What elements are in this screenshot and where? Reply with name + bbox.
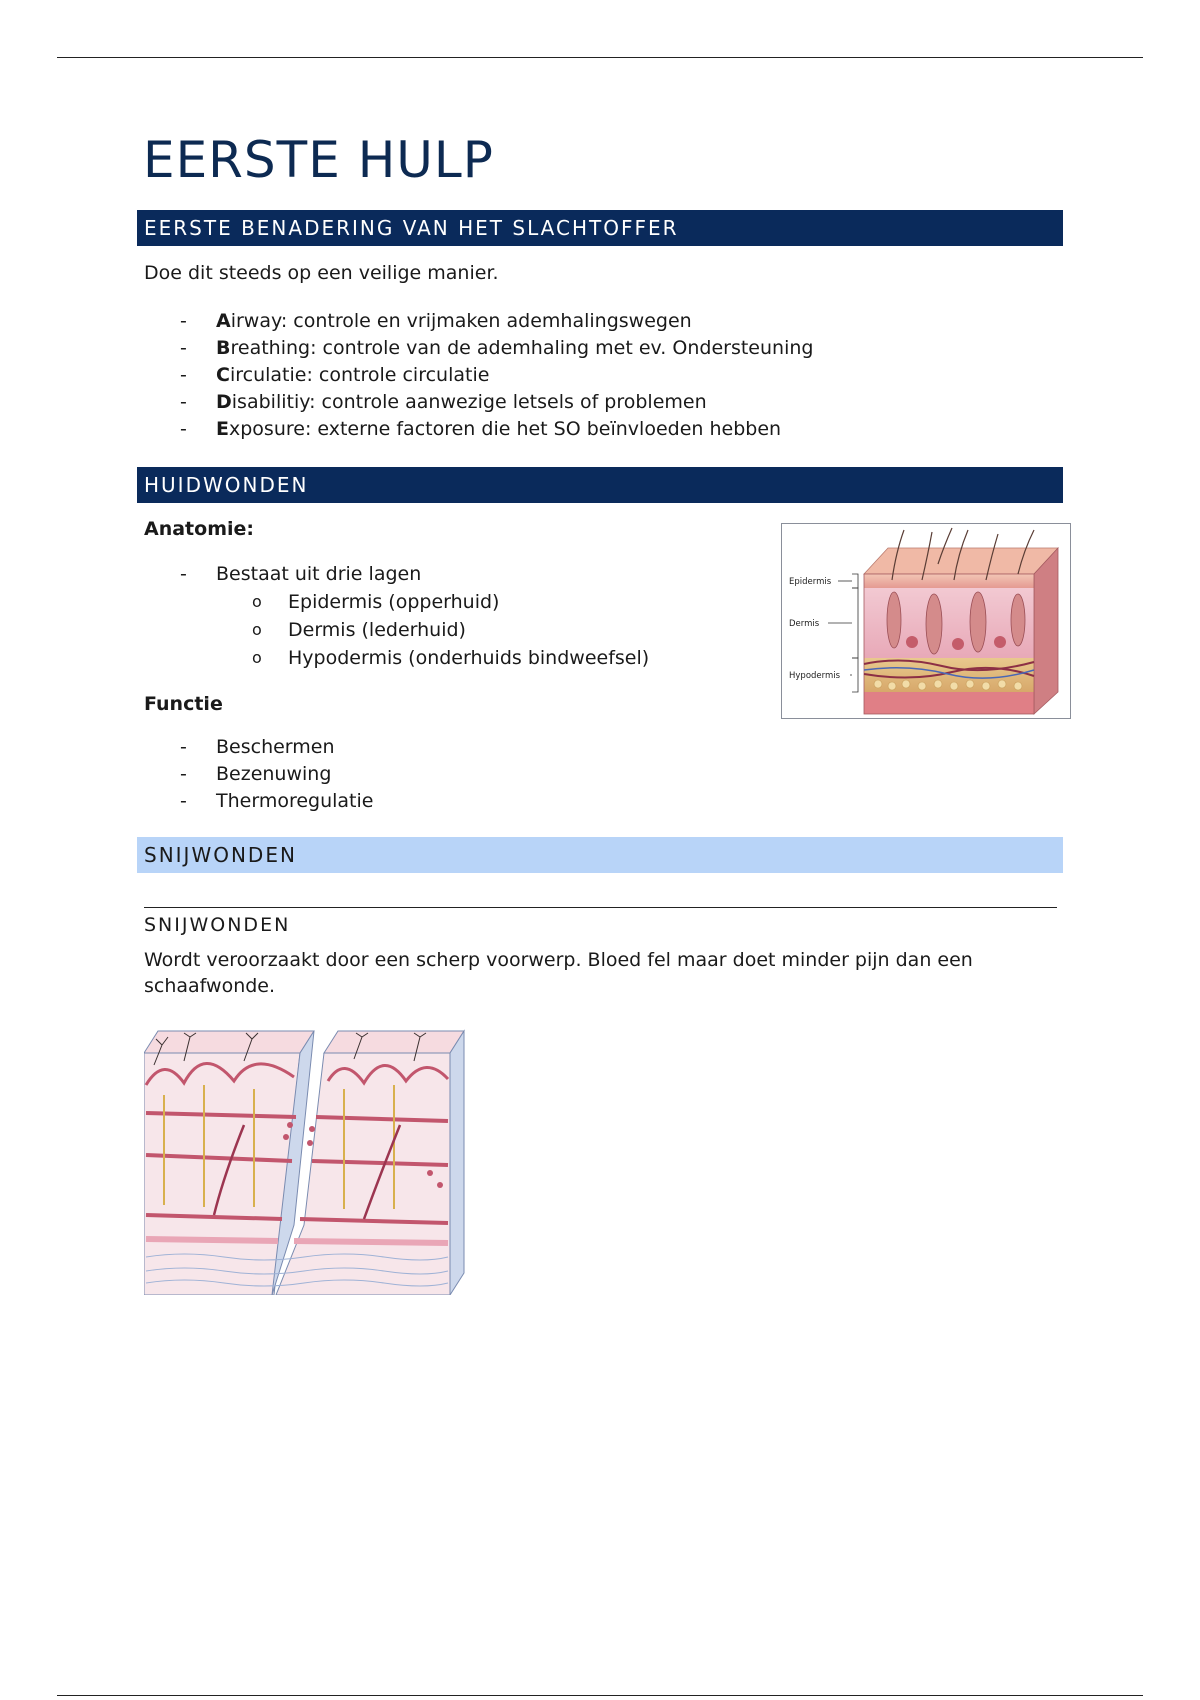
- dash-bullet: -: [180, 310, 187, 332]
- circle-bullet: o: [252, 648, 262, 667]
- circle-bullet: o: [252, 620, 262, 639]
- item-initial: A: [216, 310, 231, 332]
- dash-bullet: -: [180, 736, 187, 758]
- item-text: Epidermis (opperhuid): [288, 591, 500, 613]
- abcde-list: [137, 308, 1063, 443]
- list-item-epidermis: [137, 588, 1063, 616]
- item-text: Dermis (lederhuid): [288, 619, 466, 641]
- dash-bullet: -: [180, 364, 187, 386]
- subheading-snijwonden: SNIJWONDEN: [144, 914, 291, 936]
- item-initial: D: [216, 391, 232, 413]
- list-item-hypodermis: [137, 644, 1063, 672]
- functie-list: [137, 734, 1063, 815]
- heading-eerste-benadering: EERSTE BENADERING VAN HET SLACHTOFFER: [137, 210, 1063, 246]
- list-item-drie-lagen: [137, 561, 1063, 588]
- item-text: Bestaat uit drie lagen: [216, 563, 422, 585]
- list-item-dermis: [137, 616, 1063, 644]
- list-item-beschermen: [137, 734, 1063, 761]
- label-hypodermis: Hypodermis: [789, 671, 841, 681]
- list-item-breathing: [137, 335, 1063, 362]
- functie-label: Functie: [144, 693, 223, 715]
- item-text: reathing: controle van de ademhaling met ev. Ondersteuning: [230, 337, 814, 359]
- dash-bullet: -: [180, 337, 187, 359]
- item-text: irway: controle en vrijmaken ademhalingswegen: [230, 310, 692, 332]
- dash-bullet: -: [180, 418, 187, 440]
- list-item-airway: [137, 308, 1063, 335]
- anatomie-list: [137, 561, 1063, 588]
- item-text: isabilitiy: controle aanwezige letsels of problemen: [231, 391, 707, 413]
- list-item-exposure: [137, 416, 1063, 443]
- item-text: irculatie: controle circulatie: [229, 364, 490, 386]
- item-text: Bezenuwing: [216, 763, 332, 785]
- list-item-disability: [137, 389, 1063, 416]
- item-text: Hypodermis (onderhuids bindweefsel): [288, 647, 650, 669]
- huidwonden-body: [137, 515, 1063, 815]
- circle-bullet: o: [252, 592, 262, 611]
- footer-rule: [57, 1695, 1143, 1696]
- anatomie-label: Anatomie:: [144, 518, 254, 540]
- subsection-rule: [144, 907, 1057, 908]
- snijwonden-text: Wordt veroorzaakt door een scherp voorwerp. Bloed fel maar doet minder pijn dan een schaafwonde.: [144, 949, 973, 997]
- dash-bullet: -: [180, 790, 187, 812]
- label-dermis: Dermis: [789, 619, 820, 629]
- cut-wound-diagram: [144, 1025, 468, 1295]
- dash-bullet: -: [180, 391, 187, 413]
- list-item-thermoregulatie: [137, 788, 1063, 815]
- dash-bullet: -: [180, 563, 187, 585]
- heading-huidwonden: HUIDWONDEN: [137, 467, 1063, 503]
- header-rule: [57, 57, 1143, 58]
- item-text: xposure: externe factoren die het SO beïnvloeden hebben: [228, 418, 782, 440]
- label-epidermis: Epidermis: [789, 577, 832, 587]
- page-content: [137, 130, 1063, 1295]
- item-initial: E: [216, 418, 229, 440]
- intro-text: Doe dit steeds op een veilige manier.: [144, 262, 499, 284]
- cut-wound-illustration: [144, 1025, 468, 1295]
- item-text: Thermoregulatie: [216, 790, 374, 812]
- dash-bullet: -: [180, 763, 187, 785]
- item-initial: C: [216, 364, 230, 386]
- list-item-bezenuwing: [137, 761, 1063, 788]
- heading-snijwonden: SNIJWONDEN: [137, 837, 1063, 873]
- list-item-circulatie: [137, 362, 1063, 389]
- layers-list: [137, 588, 1063, 672]
- item-text: Beschermen: [216, 736, 335, 758]
- item-initial: B: [216, 337, 231, 359]
- document-title: EERSTE HULP: [143, 131, 494, 189]
